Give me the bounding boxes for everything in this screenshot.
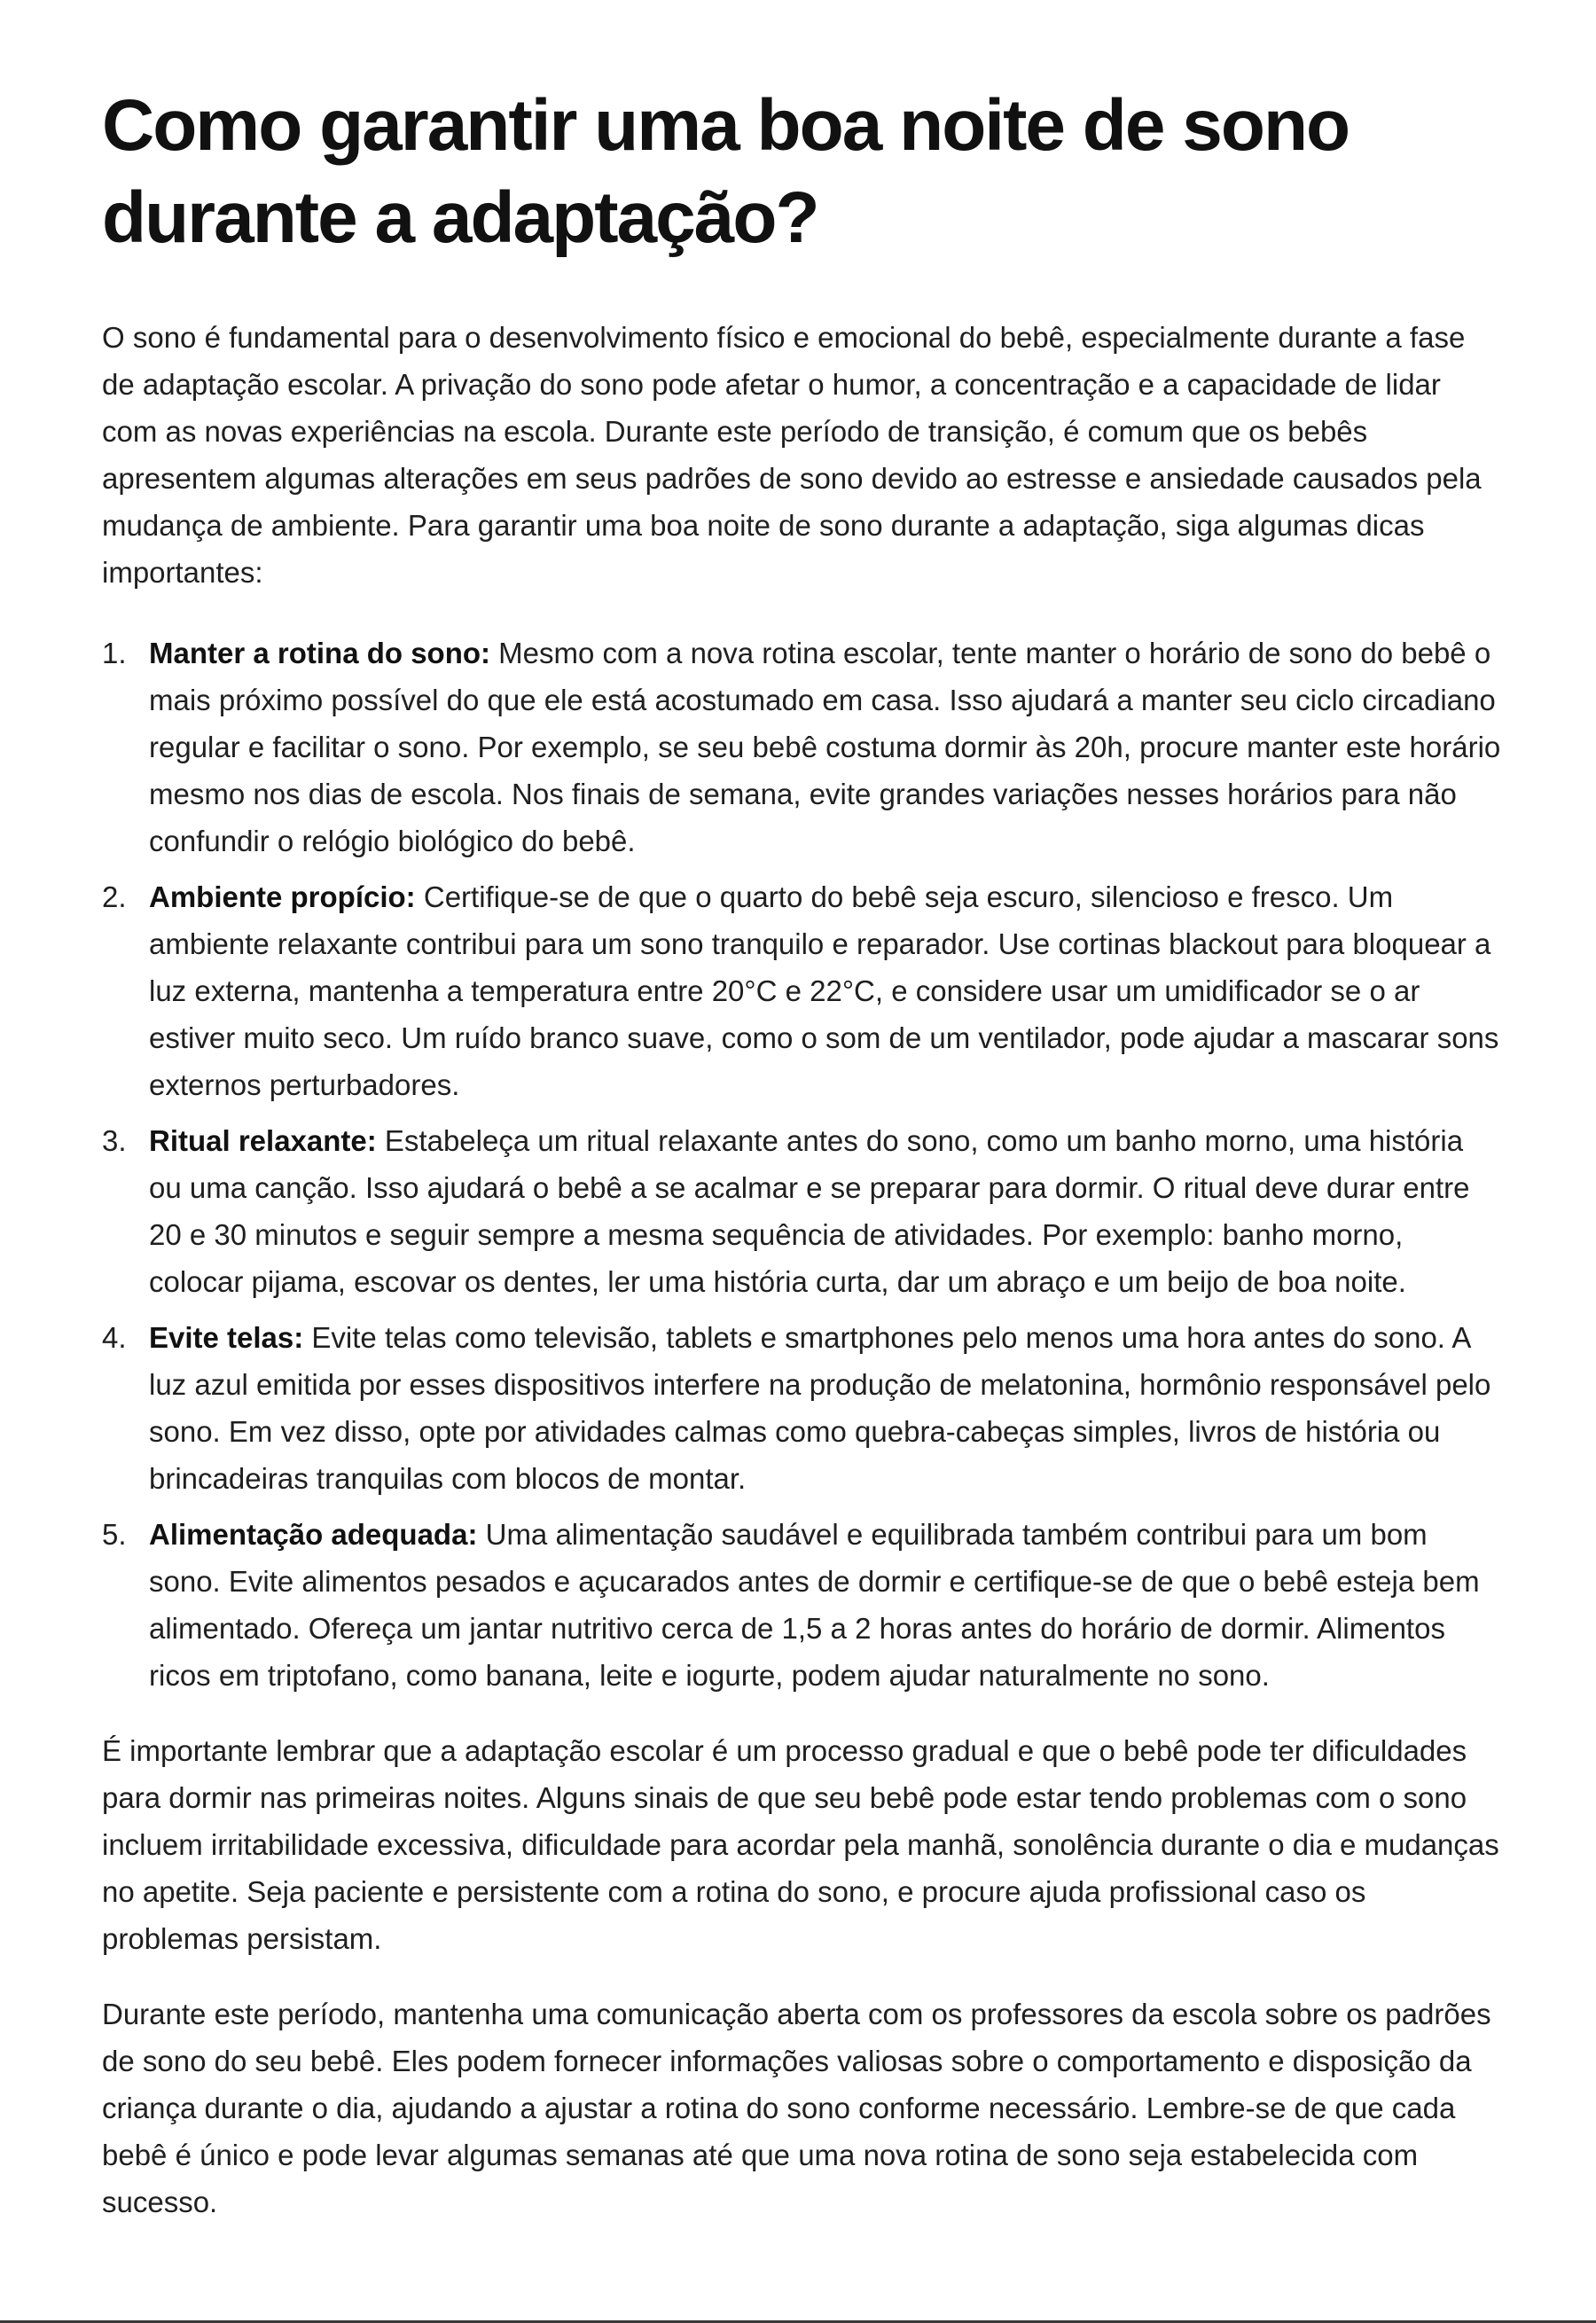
closing-paragraph-2: Durante este período, mantenha uma comunicação aberta com os professores da escola sobre os padrões de sono do seu bebê. Eles podem fornecer informações valiosas sobre o comportamento e disposição da criança durante o dia, ajudando a ajustar a rotina do sono conforme necessário. Lembre-se de que cada bebê é único e pode levar algumas semanas até que uma nova rotina de sono seja estabelecida com sucesso. [102,1998,1491,2218]
list-item-heading: Ambiente propício: [149,880,416,913]
list-item-heading: Alimentação adequada: [149,1518,478,1551]
closing-paragraph-1: É importante lembrar que a adaptação escolar é um processo gradual e que o bebê pode ter dificuldades para dormir nas primeiras noites. Alguns sinais de que seu bebê pode estar tendo problemas com o sono incluem irritabilidade excessiva, dificuldade para acordar pela manhã, sonolência durante o dia e mudanças no apetite. Seja paciente e persistente com a rotina do sono, e procure ajuda profissional caso os problemas persistam. [102,1734,1499,1955]
list-item-text: Mesmo com a nova rotina escolar, tente manter o horário de sono do bebê o mais próximo possível do que ele está acostumado em casa. Isso ajudará a manter seu ciclo circadiano regular e facilitar o sono. Por exemplo, se seu bebê costuma dormir às 20h, procure manter este horário mesmo nos dias de escola. Nos finais de semana, evite grandes variações nesses horários para não confundir o relógio biológico do bebê. [149,637,1501,857]
list-item [102,1314,1503,1502]
list-item-number: 1. [102,637,127,669]
article [102,80,1503,2225]
list-item-number: 4. [102,1321,127,1354]
page-title: Como garantir uma boa noite de sono durante a adaptação? [102,85,1350,258]
list-item-heading: Ritual relaxante: [149,1124,377,1157]
list-item [102,630,1503,864]
list-item-number: 5. [102,1518,127,1551]
list-item-text: Certifique-se de que o quarto do bebê seja escuro, silencioso e fresco. Um ambiente relaxante contribui para um sono tranquilo e reparador. Use cortinas blackout para bloquear a luz externa, mantenha a temperatura entre 20°C e 22°C, e considere usar um umidificador se o ar estiver muito seco. Um ruído branco suave, como o som de um ventilador, pode ajudar a mascarar sons externos perturbadores. [149,880,1499,1101]
list-item [102,1511,1503,1699]
list-item-heading: Evite telas: [149,1321,304,1354]
list-item [102,873,1503,1108]
list-item-heading: Manter a rotina do sono: [149,637,491,669]
tips-list [102,630,1503,1699]
intro-paragraph: O sono é fundamental para o desenvolvimento físico e emocional do bebê, especialmente durante a fase de adaptação escolar. A privação do sono pode afetar o humor, a concentração e a capacidade de lidar com as novas experiências na escola. Durante este período de transição, é comum que os bebês apresentem algumas alterações em seus padrões de sono devido ao estresse e ansiedade causados pela mudança de ambiente. Para garantir uma boa noite de sono durante a adaptação, siga algumas dicas importantes: [102,321,1482,589]
list-item-text: Estabeleça um ritual relaxante antes do sono, como um banho morno, uma história ou uma canção. Isso ajudará o bebê a se acalmar e se preparar para dormir. O ritual deve durar entre 20 e 30 minutos e seguir sempre a mesma sequência de atividades. Por exemplo: banho morno, colocar pijama, escovar os dentes, ler uma história curta, dar um abraço e um beijo de boa noite. [149,1124,1470,1298]
list-item-number: 3. [102,1124,127,1157]
list-item-text: Evite telas como televisão, tablets e smartphones pelo menos uma hora antes do sono. A luz azul emitida por esses dispositivos interfere na produção de melatonina, hormônio responsável pelo sono. Em vez disso, opte por atividades calmas como quebra-cabeças simples, livros de história ou brincadeiras tranquilas com blocos de montar. [149,1321,1491,1495]
list-item-number: 2. [102,880,127,913]
list-item-text: Uma alimentação saudável e equilibrada também contribui para um bom sono. Evite alimentos pesados e açucarados antes de dormir e certifique-se de que o bebê esteja bem alimentado. Ofereça um jantar nutritivo cerca de 1,5 a 2 horas antes do horário de dormir. Alimentos ricos em triptofano, como banana, leite e iogurte, podem ajudar naturalmente no sono. [149,1518,1480,1692]
list-item [102,1117,1503,1305]
